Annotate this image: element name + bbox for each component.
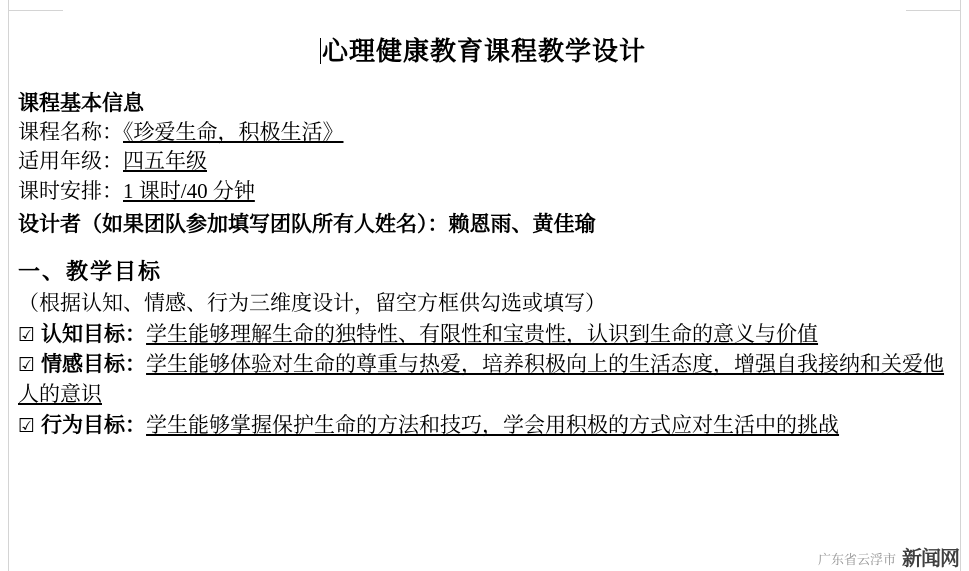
page-title	[18, 36, 948, 67]
info-row-course-name	[18, 118, 948, 148]
info-value: 《珍爱生命，积极生活》	[123, 119, 344, 144]
info-value: 1 课时/40 分钟	[123, 179, 255, 204]
objective-text: 学生能够掌握保护生命的方法和技巧，学会用积极的方式应对生活中的挑战	[146, 413, 840, 438]
section-heading-basic-info: 课程基本信息	[18, 91, 144, 116]
info-row-grade	[18, 147, 948, 177]
checkbox-checked-icon[interactable]: ☑	[18, 415, 36, 438]
info-label: 课时安排：	[18, 179, 123, 204]
objective-text: 学生能够理解生命的独特性、有限性和宝贵性，认识到生命的意义与价值	[146, 321, 819, 346]
designer-label: 设计者（如果团队参加填写团队所有人姓名）：	[18, 211, 449, 236]
document-content	[18, 0, 948, 571]
objectives-note: （根据认知、情感、行为三维度设计，留空方框供勾选或填写）	[18, 291, 606, 316]
designer-value: 赖恩雨、黄佳瑜	[448, 211, 596, 236]
page-border-right	[960, 0, 961, 571]
objective-label: 行为目标：	[41, 413, 147, 438]
objective-label: 认知目标：	[41, 321, 147, 346]
section-heading-objectives: 一、教学目标	[18, 259, 163, 285]
page-title-text: 心理健康教育课程教学设计	[321, 37, 646, 66]
checkbox-checked-icon[interactable]: ☑	[18, 354, 36, 377]
info-label: 课程名称：	[18, 119, 123, 144]
info-row-duration	[18, 177, 948, 207]
objective-item-behavioral	[18, 411, 948, 441]
objective-item-cognitive	[18, 320, 948, 350]
info-row-designer	[18, 209, 948, 239]
watermark-right-text: 新闻网	[902, 547, 959, 570]
info-value: 四五年级	[123, 149, 207, 174]
page-border-left	[8, 0, 9, 571]
objective-item-emotional	[18, 350, 948, 410]
objective-text: 学生能够体验对生命的尊重与热爱，培养积极向上的生活态度，增强自我接纳和关爱他人的意识	[18, 352, 945, 407]
watermark	[817, 541, 959, 570]
text-cursor	[320, 38, 321, 64]
info-label: 适用年级：	[18, 149, 123, 174]
watermark-left-text: 广东省云浮市	[817, 551, 896, 567]
checkbox-checked-icon[interactable]: ☑	[18, 323, 36, 346]
objective-label: 情感目标：	[41, 352, 147, 377]
